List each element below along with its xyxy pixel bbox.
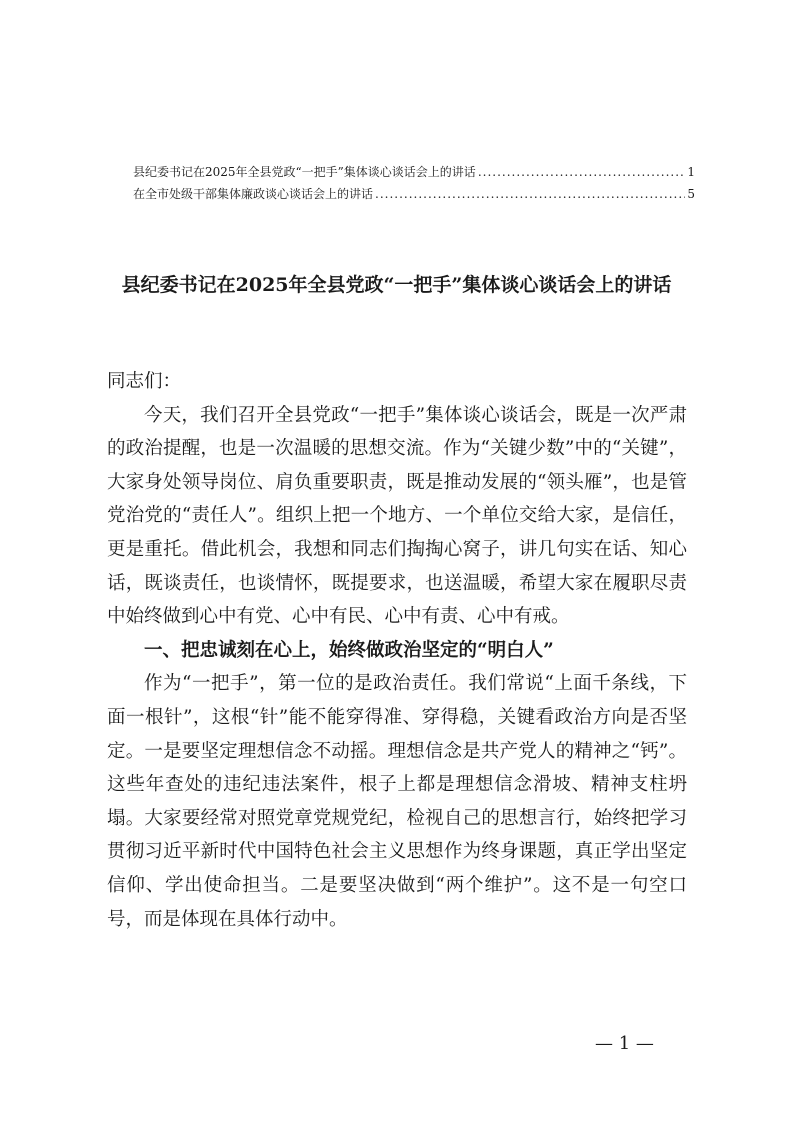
toc-entry-page[interactable]: 1 <box>687 165 695 179</box>
table-of-contents <box>133 163 695 207</box>
toc-entry[interactable] <box>133 185 695 207</box>
toc-entry[interactable] <box>133 163 695 185</box>
page-number: — 1 — <box>595 1033 654 1054</box>
toc-entry-title[interactable]: 在全市处级干部集体廉政谈心谈话会上的讲话 <box>133 187 374 201</box>
document-body <box>107 365 687 936</box>
section-heading: 一、把忠诚刻在心上，始终做政治坚定的“明白人” <box>144 639 554 661</box>
toc-dot-leader <box>478 165 686 179</box>
toc-dot-leader <box>375 187 685 201</box>
document-title: 县纪委书记在2025年全县党政“一把手”集体谈心谈话会上的讲话 <box>121 274 672 296</box>
body-paragraph: 今天，我们召开全县党政“一把手”集体谈心谈话会，既是一次严肃的政治提醒，也是一次温暖的思想交流。作为“关键少数”中的“关键”，大家身处领导岗位、肩负重要职责，既是推动发展的“领头雁”，也是管党治党的“责任人”。组织上把一个地方、一个单位交给大家，是信任，更是重托。借此机会，我想和同志们掏掏心窝子，讲几句实在话、知心话，既谈责任，也谈情怀，既提要求，也送温暖，希望大家在履职尽责中始终做到心中有党、心中有民、心中有责、心中有戒。 <box>107 404 687 628</box>
toc-entry-page[interactable]: 5 <box>687 187 695 201</box>
toc-entry-title[interactable]: 县纪委书记在2025年全县党政“一把手”集体谈心谈话会上的讲话 <box>133 165 476 179</box>
body-paragraph: 作为“一把手”，第一位的是政治责任。我们常说“上面千条线，下面一根针”，这根“针”能不能穿得准、穿得稳，关键看政治方向是否坚定。一是要坚定理想信念不动摇。理想信念是共产党人的精神之“钙”。这些年查处的违纪违法案件，根子上都是理想信念滑坡、精神支柱坍塌。大家要经常对照党章党规党纪，检视自己的思想言行，始终把学习贯彻习近平新时代中国特色社会主义思想作为终身课题，真正学出坚定信仰、学出使命担当。二是要坚决做到“两个维护”。这不是一句空口号，而是体现在具体行动中。 <box>107 673 687 930</box>
salutation: 同志们： <box>107 371 182 392</box>
